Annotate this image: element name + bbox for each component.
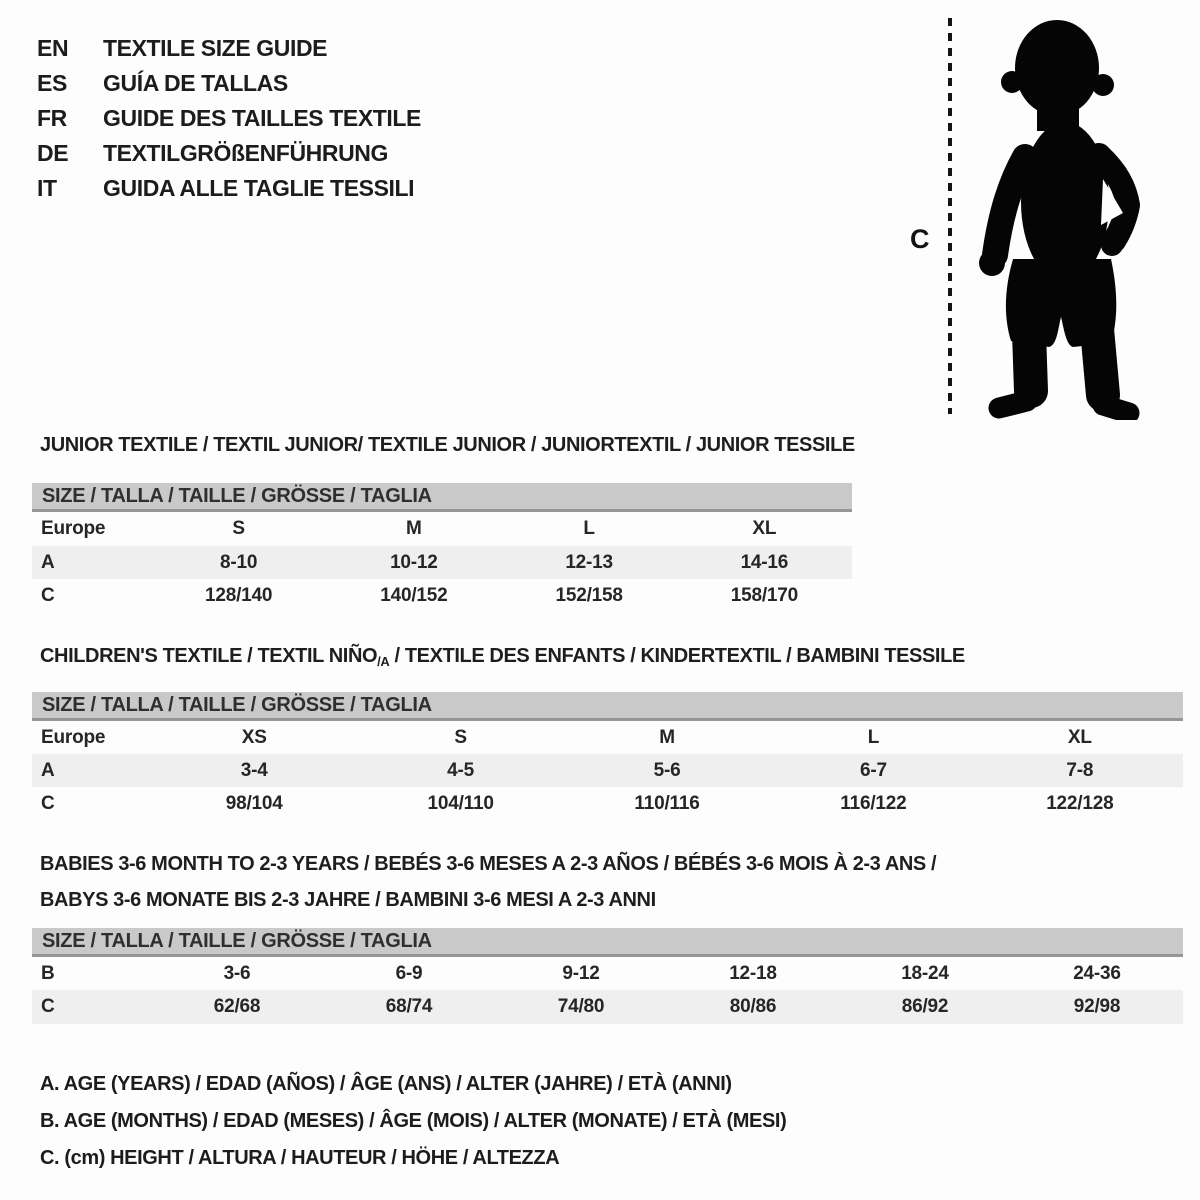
table-cell: 6-9 (395, 963, 423, 984)
language-title: GUIDE DES TAILLES TEXTILE (103, 105, 421, 131)
table-cell: 74/80 (557, 996, 605, 1017)
column-header: Europe (41, 518, 106, 539)
height-measure-label: C (910, 224, 930, 254)
language-code: IT (37, 175, 57, 201)
toddler-figure (890, 10, 1160, 420)
language-title: TEXTILGRÖßENFÜHRUNG (103, 140, 388, 166)
table-cell: 140/152 (380, 585, 448, 606)
table-row-height (32, 787, 1183, 821)
table-cell: 128/140 (204, 585, 273, 606)
table-cell: 8-10 (220, 552, 258, 573)
column-header: L (867, 727, 880, 748)
language-list (37, 31, 421, 206)
row-label: C (41, 793, 55, 814)
table-cell: 9-12 (562, 963, 600, 984)
language-row-de (37, 136, 421, 171)
language-code: DE (37, 140, 69, 166)
table-row-height (32, 579, 852, 613)
table-cell: 24-36 (1073, 963, 1121, 984)
column-header: XS (241, 727, 267, 748)
children-title-subscript: /A (377, 654, 390, 669)
table-cell: 122/128 (1046, 793, 1114, 814)
table-cell: 5-6 (653, 760, 681, 781)
language-title: TEXTILE SIZE GUIDE (103, 35, 328, 61)
language-row-it (37, 171, 421, 206)
footnote-a: A. AGE (YEARS) / EDAD (AÑOS) / ÂGE (ANS) / ALTER (JAHRE) / ETÀ (ANNI) (40, 1073, 732, 1095)
junior-size-table (32, 483, 852, 613)
children-title-prefix: CHILDREN'S TEXTILE / TEXTIL NIÑO (40, 645, 378, 667)
table-cell: 92/98 (1073, 996, 1121, 1017)
babies-section-title-line1: BABIES 3-6 MONTH TO 2-3 YEARS / BEBÉS 3-6 MESES A 2-3 AÑOS / BÉBÉS 3-6 MOIS À 2-3 ANS / (40, 853, 937, 875)
footnotes (40, 1066, 786, 1177)
row-label: C (41, 996, 55, 1017)
footnote-c: C. (cm) HEIGHT / ALTURA / HAUTEUR / HÖHE / ALTEZZA (40, 1147, 560, 1169)
table-row-height (32, 990, 1183, 1024)
table-cell: 68/74 (385, 996, 433, 1017)
language-code: EN (37, 35, 69, 61)
toddler-silhouette (979, 20, 1129, 413)
row-label: A (41, 760, 55, 781)
row-label: C (41, 585, 55, 606)
table-header-row (32, 512, 852, 546)
language-code: FR (37, 105, 67, 131)
table-cell: 62/68 (213, 996, 261, 1017)
table-cell: 4-5 (447, 760, 475, 781)
footnote-b: B. AGE (MONTHS) / EDAD (MESES) / ÂGE (MOIS) / ALTER (MONATE) / ETÀ (MESI) (40, 1110, 787, 1132)
babies-section-title-line2: BABYS 3-6 MONATE BIS 2-3 JAHRE / BAMBINI 3-6 MESI A 2-3 ANNI (40, 889, 656, 911)
column-header: M (659, 727, 675, 748)
column-header: M (406, 518, 422, 539)
children-size-table (32, 692, 1183, 821)
table-cell: 116/122 (840, 793, 907, 814)
table-cell: 10-12 (390, 552, 438, 573)
language-row-en (37, 31, 421, 66)
language-title: GUIDA ALLE TAGLIE TESSILI (103, 175, 415, 201)
children-section-title (40, 645, 1183, 669)
language-row-fr (37, 101, 421, 136)
size-header-bar: SIZE / TALLA / TAILLE / GRÖSSE / TAGLIA (32, 928, 1183, 957)
junior-section-title: JUNIOR TEXTILE / TEXTIL JUNIOR/ TEXTILE JUNIOR / JUNIORTEXTIL / JUNIOR TESSILE (40, 434, 855, 456)
table-cell: 3-6 (223, 963, 251, 984)
babies-section (32, 846, 1183, 1017)
column-header: XL (1067, 727, 1092, 748)
row-label: A (41, 552, 55, 573)
table-cell: 6-7 (859, 760, 887, 781)
table-row-months (32, 957, 1183, 990)
table-cell: 158/170 (730, 585, 799, 606)
junior-section (32, 434, 855, 606)
table-row-age (32, 546, 852, 579)
table-cell: 14-16 (740, 552, 789, 573)
column-header: XL (752, 518, 777, 539)
children-section (32, 645, 1183, 814)
row-label: B (41, 963, 55, 984)
table-header-row (32, 721, 1183, 754)
column-header: S (454, 727, 467, 748)
column-header: S (232, 518, 245, 539)
table-row-age (32, 754, 1183, 787)
table-cell: 98/104 (225, 793, 283, 814)
table-cell: 3-4 (240, 760, 268, 781)
language-row-es (37, 66, 421, 101)
table-cell: 104/110 (427, 793, 494, 814)
table-cell: 110/116 (634, 793, 700, 814)
table-cell: 18-24 (901, 963, 949, 984)
language-code: ES (37, 70, 67, 96)
size-header-bar: SIZE / TALLA / TAILLE / GRÖSSE / TAGLIA (32, 483, 852, 512)
column-header: L (583, 518, 595, 539)
children-title-suffix: / TEXTILE DES ENFANTS / KINDERTEXTIL / BAMBINI TESSILE (389, 645, 965, 667)
column-header: Europe (41, 727, 106, 748)
table-cell: 12-18 (729, 963, 777, 984)
table-cell: 7-8 (1066, 760, 1094, 781)
table-cell: 12-13 (565, 552, 613, 573)
language-title: GUÍA DE TALLAS (103, 70, 288, 96)
babies-size-table (32, 928, 1183, 1024)
table-cell: 80/86 (729, 996, 777, 1017)
size-header-bar: SIZE / TALLA / TAILLE / GRÖSSE / TAGLIA (32, 692, 1183, 721)
table-cell: 86/92 (901, 996, 949, 1017)
table-cell: 152/158 (555, 585, 623, 606)
